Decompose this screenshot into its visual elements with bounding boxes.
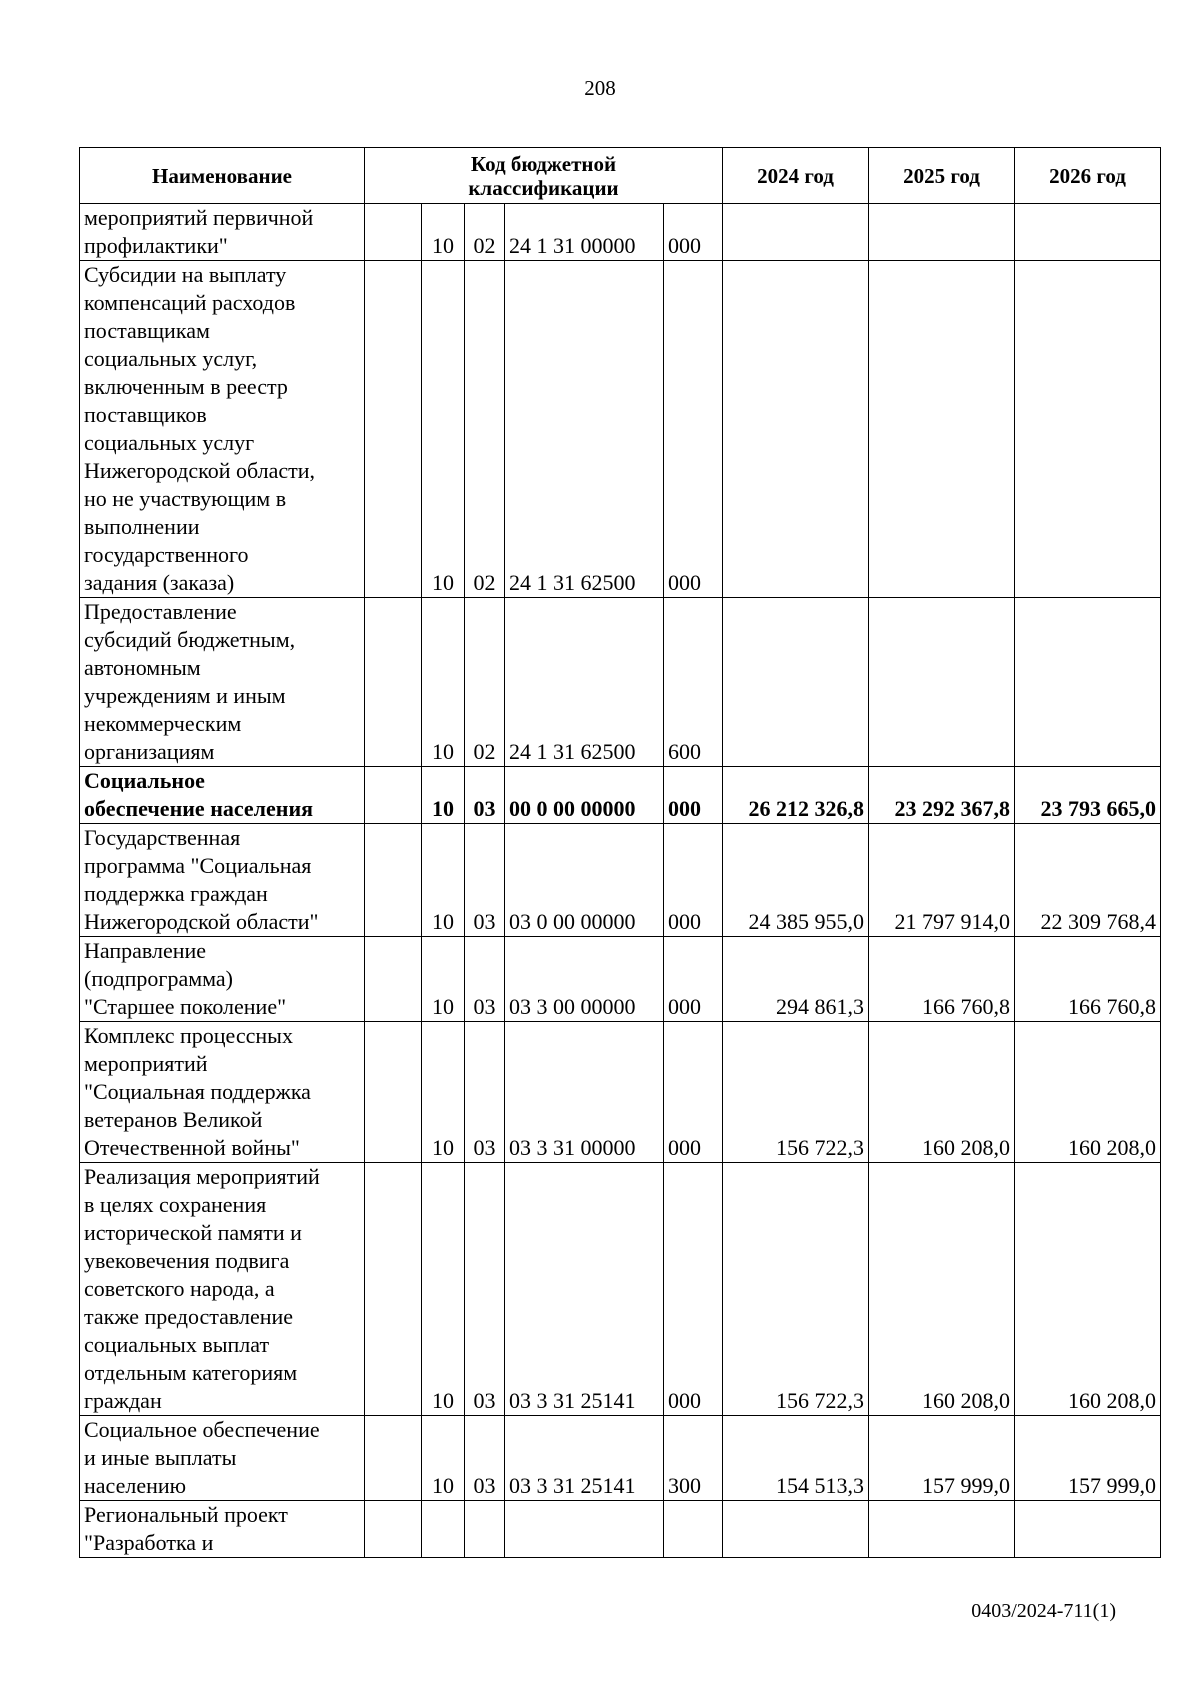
cell-2026 — [1015, 261, 1161, 598]
cell-2024: 154 513,3 — [723, 1416, 869, 1501]
header-2026: 2026 год — [1015, 148, 1161, 204]
cell-subsection: 02 — [465, 261, 505, 598]
cell-2026 — [1015, 204, 1161, 261]
cell-blank — [365, 1022, 422, 1163]
table-row — [80, 598, 1161, 767]
cell-subsection: 03 — [465, 824, 505, 937]
cell-subsection: 03 — [465, 1163, 505, 1416]
cell-2025: 21 797 914,0 — [869, 824, 1015, 937]
cell-section: 10 — [422, 824, 465, 937]
cell-target-article — [505, 1501, 664, 1558]
cell-expense-type: 300 — [664, 1416, 723, 1501]
cell-2025 — [869, 261, 1015, 598]
cell-subsection: 03 — [465, 767, 505, 824]
cell-2026: 23 793 665,0 — [1015, 767, 1161, 824]
budget-table — [79, 147, 1161, 1558]
cell-subsection: 03 — [465, 937, 505, 1022]
document-code: 0403/2024-711(1) — [971, 1600, 1116, 1622]
cell-2024: 294 861,3 — [723, 937, 869, 1022]
cell-expense-type: 000 — [664, 1022, 723, 1163]
cell-2025 — [869, 1501, 1015, 1558]
table-row — [80, 1416, 1161, 1501]
cell-subsection: 02 — [465, 598, 505, 767]
cell-blank — [365, 937, 422, 1022]
cell-name: Субсидии на выплату компенсаций расходов поставщикам социальных услуг, включенным в реестр поставщиков социальных услуг Нижегородской области, но не участвующим в выполнении государственного задания (заказа) — [80, 261, 365, 598]
cell-blank — [365, 598, 422, 767]
table-row — [80, 824, 1161, 937]
cell-section: 10 — [422, 937, 465, 1022]
table-row — [80, 767, 1161, 824]
cell-name: Предоставление субсидий бюджетным, автономным учреждениям и иным некоммерческим организациям — [80, 598, 365, 767]
cell-2025: 23 292 367,8 — [869, 767, 1015, 824]
cell-expense-type — [664, 1501, 723, 1558]
cell-name: Социальное обеспечение населения — [80, 767, 365, 824]
cell-expense-type: 600 — [664, 598, 723, 767]
table-row — [80, 1501, 1161, 1558]
table-body — [80, 204, 1161, 1558]
cell-target-article: 03 0 00 00000 — [505, 824, 664, 937]
cell-2024: 24 385 955,0 — [723, 824, 869, 937]
cell-2024: 26 212 326,8 — [723, 767, 869, 824]
cell-target-article: 03 3 31 25141 — [505, 1163, 664, 1416]
cell-target-article: 24 1 31 62500 — [505, 598, 664, 767]
header-2025: 2025 год — [869, 148, 1015, 204]
cell-expense-type: 000 — [664, 204, 723, 261]
cell-target-article: 03 3 31 25141 — [505, 1416, 664, 1501]
cell-2024 — [723, 204, 869, 261]
cell-2024 — [723, 598, 869, 767]
cell-2024: 156 722,3 — [723, 1022, 869, 1163]
cell-section: 10 — [422, 261, 465, 598]
cell-target-article: 24 1 31 00000 — [505, 204, 664, 261]
cell-2025: 166 760,8 — [869, 937, 1015, 1022]
cell-expense-type: 000 — [664, 261, 723, 598]
cell-blank — [365, 767, 422, 824]
cell-section: 10 — [422, 1163, 465, 1416]
cell-blank — [365, 1501, 422, 1558]
cell-2025: 160 208,0 — [869, 1022, 1015, 1163]
cell-expense-type: 000 — [664, 767, 723, 824]
cell-expense-type: 000 — [664, 824, 723, 937]
cell-2026 — [1015, 1501, 1161, 1558]
cell-section: 10 — [422, 1022, 465, 1163]
cell-name: Комплекс процессных мероприятий "Социальная поддержка ветеранов Великой Отечественной войны" — [80, 1022, 365, 1163]
cell-2024: 156 722,3 — [723, 1163, 869, 1416]
cell-2025 — [869, 598, 1015, 767]
cell-2024 — [723, 1501, 869, 1558]
cell-2024 — [723, 261, 869, 598]
cell-subsection: 02 — [465, 204, 505, 261]
cell-blank — [365, 1416, 422, 1501]
cell-2026: 166 760,8 — [1015, 937, 1161, 1022]
table-row — [80, 261, 1161, 598]
page-number: 208 — [584, 76, 616, 100]
table-row — [80, 204, 1161, 261]
header-code: Код бюджетной классификации — [365, 148, 723, 204]
cell-2025: 160 208,0 — [869, 1163, 1015, 1416]
cell-name: Социальное обеспечение и иные выплаты населению — [80, 1416, 365, 1501]
cell-2026 — [1015, 598, 1161, 767]
cell-section: 10 — [422, 1416, 465, 1501]
table-row — [80, 937, 1161, 1022]
cell-name: Государственная программа "Социальная поддержка граждан Нижегородской области" — [80, 824, 365, 937]
cell-target-article: 03 3 31 00000 — [505, 1022, 664, 1163]
header-name: Наименование — [80, 148, 365, 204]
cell-target-article: 03 3 00 00000 — [505, 937, 664, 1022]
cell-subsection: 03 — [465, 1416, 505, 1501]
header-2024: 2024 год — [723, 148, 869, 204]
cell-blank — [365, 261, 422, 598]
cell-expense-type: 000 — [664, 1163, 723, 1416]
cell-2026: 157 999,0 — [1015, 1416, 1161, 1501]
cell-target-article: 24 1 31 62500 — [505, 261, 664, 598]
cell-2026: 22 309 768,4 — [1015, 824, 1161, 937]
cell-expense-type: 000 — [664, 937, 723, 1022]
cell-blank — [365, 1163, 422, 1416]
cell-subsection — [465, 1501, 505, 1558]
cell-subsection: 03 — [465, 1022, 505, 1163]
cell-blank — [365, 824, 422, 937]
cell-2025 — [869, 204, 1015, 261]
cell-section — [422, 1501, 465, 1558]
cell-section: 10 — [422, 204, 465, 261]
cell-target-article: 00 0 00 00000 — [505, 767, 664, 824]
table-header-row — [80, 148, 1161, 204]
table-row — [80, 1022, 1161, 1163]
cell-name: Реализация мероприятий в целях сохранения исторической памяти и увековечения подвига советского народа, а также предоставление социальных выплат отдельным категориям граждан — [80, 1163, 365, 1416]
cell-name: мероприятий первичной профилактики" — [80, 204, 365, 261]
cell-2026: 160 208,0 — [1015, 1022, 1161, 1163]
cell-name: Направление (подпрограмма) "Старшее поколение" — [80, 937, 365, 1022]
cell-section: 10 — [422, 598, 465, 767]
cell-name: Региональный проект "Разработка и — [80, 1501, 365, 1558]
cell-blank — [365, 204, 422, 261]
table-row — [80, 1163, 1161, 1416]
cell-2025: 157 999,0 — [869, 1416, 1015, 1501]
cell-2026: 160 208,0 — [1015, 1163, 1161, 1416]
cell-section: 10 — [422, 767, 465, 824]
